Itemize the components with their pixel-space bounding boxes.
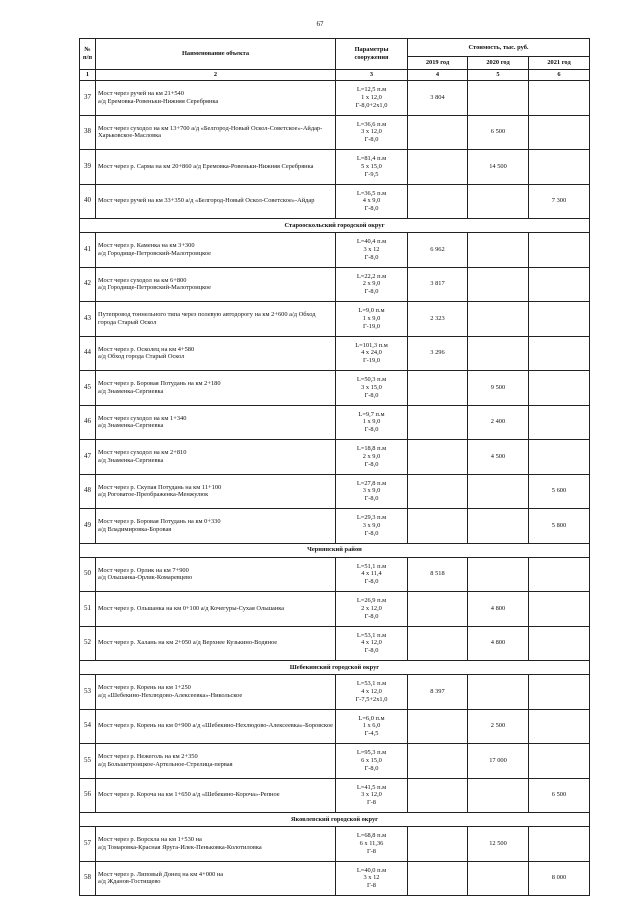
cost-2019	[408, 150, 468, 185]
structure-params: L=18,8 п.м 2 х 9,0 Г-8,0	[336, 440, 408, 475]
structure-params: L=81,4 п.м 5 х 15,0 Г-9,5	[336, 150, 408, 185]
cost-2019	[408, 509, 468, 544]
table-row	[80, 115, 590, 150]
structure-params: L=26,9 п.м 2 х 12,0 Г-8,0	[336, 592, 408, 627]
cost-2020: 14 500	[468, 150, 529, 185]
cost-2021	[529, 626, 590, 661]
row-number: 55	[80, 744, 96, 779]
object-name: Мост через р. Ольшанка на км 0+100 а/д Кочегуры-Сухая Ольшанка	[96, 592, 336, 627]
table-row	[80, 233, 590, 268]
row-number: 45	[80, 371, 96, 406]
column-index: 2	[96, 70, 336, 81]
cost-2020	[468, 675, 529, 710]
cost-2020: 4 800	[468, 592, 529, 627]
row-number: 41	[80, 233, 96, 268]
structure-params: L=22,2 п.м 2 х 9,0 Г-8,0	[336, 267, 408, 302]
table-row	[80, 827, 590, 862]
structure-params: L=53,1 п.м 4 х 12,0 Г-7,5+2х1,0	[336, 675, 408, 710]
cost-2021	[529, 302, 590, 337]
row-number: 40	[80, 184, 96, 219]
cost-2020: 4 800	[468, 626, 529, 661]
column-index-row	[80, 70, 590, 81]
header-year-2019: 2019 год	[408, 57, 468, 70]
structure-params: L=6,0 п.м 1 х 6,0 Г-4,5	[336, 709, 408, 744]
cost-2020	[468, 233, 529, 268]
row-number: 42	[80, 267, 96, 302]
cost-2020	[468, 184, 529, 219]
row-number: 39	[80, 150, 96, 185]
column-index: 1	[80, 70, 96, 81]
cost-2019: 3 817	[408, 267, 468, 302]
cost-2021	[529, 233, 590, 268]
cost-2020	[468, 267, 529, 302]
header-num: № п/п	[80, 39, 96, 70]
cost-2019	[408, 592, 468, 627]
table-row	[80, 509, 590, 544]
object-name: Мост через суходол на км 1+340 а/д Знаменка-Сергиевка	[96, 405, 336, 440]
cost-2019	[408, 371, 468, 406]
section-row	[80, 543, 590, 557]
column-index: 6	[529, 70, 590, 81]
object-name: Мост через р. Ворскла на км 1+530 на а/д Томаровка-Красная Яруга-Илек-Пеньковка-Колотиловка	[96, 827, 336, 862]
table-row	[80, 709, 590, 744]
cost-2019	[408, 861, 468, 896]
cost-2019	[408, 827, 468, 862]
header-year-2020: 2020 год	[468, 57, 529, 70]
cost-2021: 7 300	[529, 184, 590, 219]
row-number: 54	[80, 709, 96, 744]
structure-params: L=40,0 п.м 3 х 12 Г-8	[336, 861, 408, 896]
object-name: Мост через р. Корень на км 1+250 а/д «Шебекино-Нехлюдово-Алексеевка»-Никольское	[96, 675, 336, 710]
cost-2019	[408, 474, 468, 509]
object-name: Мост через суходол на км 13+700 а/д «Белгород-Новый Оскол-Советское»-Айдар-Харьковское-Масловка	[96, 115, 336, 150]
table-row	[80, 267, 590, 302]
row-number: 38	[80, 115, 96, 150]
cost-2020: 6 500	[468, 115, 529, 150]
structure-params: L=53,1 п.м 4 х 12,0 Г-8,0	[336, 626, 408, 661]
cost-2021	[529, 440, 590, 475]
table-row	[80, 440, 590, 475]
row-number: 47	[80, 440, 96, 475]
table-row	[80, 405, 590, 440]
table-row	[80, 557, 590, 592]
cost-2020	[468, 81, 529, 116]
cost-2020	[468, 778, 529, 813]
cost-2019	[408, 626, 468, 661]
cost-2021: 6 500	[529, 778, 590, 813]
structure-params: L=9,0 п.м 1 х 9,0 Г-19,0	[336, 302, 408, 337]
cost-2021	[529, 827, 590, 862]
cost-2021: 8 000	[529, 861, 590, 896]
object-name: Мост через ручей на км 21+540 а/д Еремовка-Ровеньки-Нижняя Серебрянка	[96, 81, 336, 116]
row-number: 57	[80, 827, 96, 862]
section-title: Шебекинский городской округ	[80, 661, 590, 675]
cost-2021	[529, 744, 590, 779]
object-name: Мост через р. Липовый Донец на км 4+000 на а/д Жданов-Гостищево	[96, 861, 336, 896]
cost-2019	[408, 405, 468, 440]
object-name: Мост через суходол на км 2+810 а/д Знаменка-Сергиевка	[96, 440, 336, 475]
structure-params: L=68,8 п.м 6 х 11,36 Г-8	[336, 827, 408, 862]
cost-2019	[408, 184, 468, 219]
cost-2019	[408, 115, 468, 150]
structure-params: L=40,4 п.м 3 х 12 Г-8,0	[336, 233, 408, 268]
object-name: Мост через р. Орлик на км 7+900 а/д Ольшанка-Орлик-Комаревцево	[96, 557, 336, 592]
structure-params: L=51,1 п.м 4 х 11,4 Г-8,0	[336, 557, 408, 592]
table-row	[80, 592, 590, 627]
section-row	[80, 661, 590, 675]
cost-2021	[529, 371, 590, 406]
table-row	[80, 81, 590, 116]
row-number: 37	[80, 81, 96, 116]
structure-params: L=95,3 п.м 6 х 15,0 Г-8,0	[336, 744, 408, 779]
cost-2021	[529, 81, 590, 116]
section-title: Старооскольский городской округ	[80, 219, 590, 233]
cost-2019: 3 296	[408, 336, 468, 371]
row-number: 58	[80, 861, 96, 896]
object-name: Мост через р. Сарма на км 20+860 а/д Еремовка-Ровеньки-Нижняя Серебрянка	[96, 150, 336, 185]
table-header	[80, 39, 590, 81]
section-title: Яковлевский городской округ	[80, 813, 590, 827]
cost-2020	[468, 302, 529, 337]
object-name: Мост через р. Осколец на км 4+580 а/д Обход города Старый Оскол	[96, 336, 336, 371]
cost-2020: 17 000	[468, 744, 529, 779]
cost-2021	[529, 115, 590, 150]
cost-2019	[408, 440, 468, 475]
page-number: 67	[316, 20, 324, 28]
cost-2020: 2 400	[468, 405, 529, 440]
table-row	[80, 371, 590, 406]
object-name: Мост через р. Каменка на км 3+300 а/д Городище-Петровский-Малотроицкое	[96, 233, 336, 268]
cost-2021	[529, 675, 590, 710]
row-number: 46	[80, 405, 96, 440]
object-name: Мост через суходол на км 6+800 а/д Городище-Петровский-Малотроицкое	[96, 267, 336, 302]
cost-2019: 8 518	[408, 557, 468, 592]
cost-2019: 8 397	[408, 675, 468, 710]
cost-2021: 5 800	[529, 509, 590, 544]
table-row	[80, 336, 590, 371]
cost-2020: 2 500	[468, 709, 529, 744]
cost-2020: 4 500	[468, 440, 529, 475]
table-row	[80, 778, 590, 813]
table-row	[80, 184, 590, 219]
table-row	[80, 861, 590, 896]
row-number: 53	[80, 675, 96, 710]
object-name: Мост через р. Боровая Потудань на км 0+330 а/д Владимировка-Боровая	[96, 509, 336, 544]
cost-2021	[529, 336, 590, 371]
cost-2019	[408, 778, 468, 813]
structure-params: L=27,8 п.м 3 х 9,0 Г-8,0	[336, 474, 408, 509]
header-year-2021: 2021 год	[529, 57, 590, 70]
object-name: Мост через р. Короча на км 1+650 а/д «Шебекино-Короча»-Репное	[96, 778, 336, 813]
object-name: Путепровод тоннельного типа через полевую автодорогу на км 2+600 а/д Обход города Старый Оскол	[96, 302, 336, 337]
section-row	[80, 813, 590, 827]
structure-params: L=29,3 п.м 3 х 9,0 Г-8,0	[336, 509, 408, 544]
structure-params: L=36,5 п.м 4 х 9,0 Г-8,0	[336, 184, 408, 219]
cost-2020	[468, 557, 529, 592]
structure-params: L=9,7 п.м 1 х 9,0 Г-8,0	[336, 405, 408, 440]
object-name: Мост через р. Корень на км 0+900 а/д «Шебекино-Нехлюдово-Алексеевка»-Боровское	[96, 709, 336, 744]
row-number: 52	[80, 626, 96, 661]
header-cost: Стоимость, тыс. руб.	[408, 39, 590, 57]
cost-2019: 6 962	[408, 233, 468, 268]
structure-params: L=41,5 п.м 3 х 12,0 Г-8	[336, 778, 408, 813]
table-row	[80, 150, 590, 185]
structure-params: L=101,3 п.м 4 х 24,0 Г-19,0	[336, 336, 408, 371]
bridges-table	[79, 38, 590, 896]
row-number: 50	[80, 557, 96, 592]
column-index: 5	[468, 70, 529, 81]
row-number: 49	[80, 509, 96, 544]
row-number: 51	[80, 592, 96, 627]
row-number: 44	[80, 336, 96, 371]
table-body	[80, 81, 590, 896]
cost-2019	[408, 744, 468, 779]
cost-2020	[468, 336, 529, 371]
cost-2020: 12 500	[468, 827, 529, 862]
structure-params: L=36,6 п.м 3 х 12,0 Г-8,0	[336, 115, 408, 150]
structure-params: L=50,3 п.м 3 х 15,0 Г-8,0	[336, 371, 408, 406]
cost-2020	[468, 474, 529, 509]
section-title: Чернянский район	[80, 543, 590, 557]
structure-params: L=12,5 п.м 1 х 12,0 Г-8,0+2х1,0	[336, 81, 408, 116]
object-name: Мост через р. Нежеголь на км 2+350 а/д Большетроицкое-Артельное-Стрелица-первая	[96, 744, 336, 779]
table-row	[80, 474, 590, 509]
section-row	[80, 219, 590, 233]
cost-2021	[529, 592, 590, 627]
cost-2020	[468, 509, 529, 544]
column-index: 4	[408, 70, 468, 81]
header-params: Параметры сооружения	[336, 39, 408, 70]
table-row	[80, 302, 590, 337]
cost-2021: 5 600	[529, 474, 590, 509]
cost-2019	[408, 709, 468, 744]
cost-2021	[529, 557, 590, 592]
header-name: Наименование объекта	[96, 39, 336, 70]
cost-2021	[529, 150, 590, 185]
row-number: 48	[80, 474, 96, 509]
object-name: Мост через р. Халань на км 2+050 а/д Верхнее Кузькино-Водяное	[96, 626, 336, 661]
cost-2021	[529, 709, 590, 744]
row-number: 56	[80, 778, 96, 813]
object-name: Мост через р. Скупая Потудань на км 11+100 а/д Роговатое-Преображенка-Менжулюк	[96, 474, 336, 509]
table-row	[80, 675, 590, 710]
cost-2021	[529, 405, 590, 440]
cost-2021	[529, 267, 590, 302]
cost-2019: 3 804	[408, 81, 468, 116]
object-name: Мост через р. Боровая Потудань на км 2+180 а/д Знаменка-Сергиевка	[96, 371, 336, 406]
cost-2020	[468, 861, 529, 896]
row-number: 43	[80, 302, 96, 337]
cost-2019: 2 323	[408, 302, 468, 337]
cost-2020: 9 500	[468, 371, 529, 406]
column-index: 3	[336, 70, 408, 81]
table-row	[80, 626, 590, 661]
object-name: Мост через ручей на км 33+350 а/д «Белгород-Новый Оскол-Советское»-Айдар	[96, 184, 336, 219]
table-row	[80, 744, 590, 779]
